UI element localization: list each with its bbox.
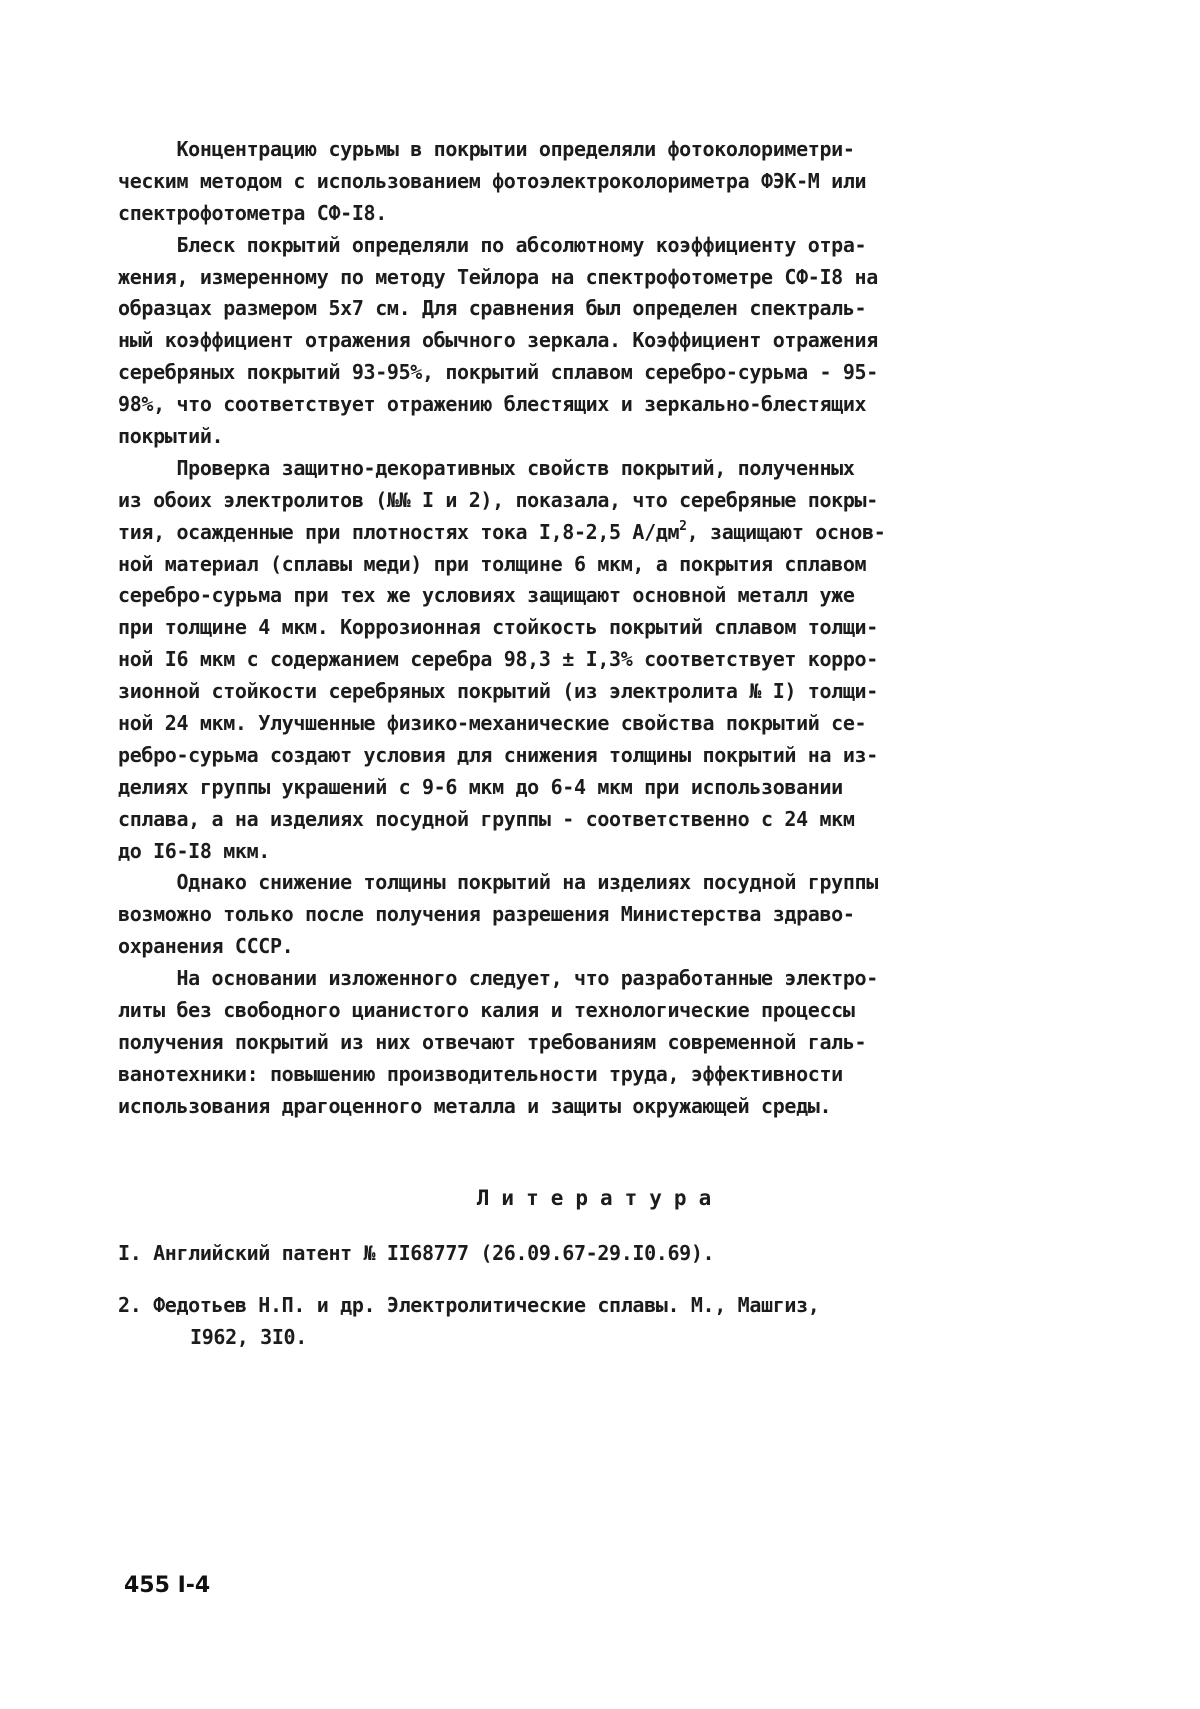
text-line: образцах размером 5х7 см. Для сравнения был определен спектраль- bbox=[118, 296, 867, 321]
text-line: ванотехники: повышению производительности труда, эффективности bbox=[118, 1061, 843, 1086]
literature-heading: Литература bbox=[476, 1186, 724, 1210]
text-line: зионной стойкости серебряных покрытий (из электролита № I) толщи- bbox=[118, 679, 878, 704]
text-line: Проверка защитно-декоративных свойств покрытий, полученных bbox=[118, 455, 855, 480]
reference-item: 2. Федотьев Н.П. и др. Электролитические сплавы. М., Машгиз, bbox=[118, 1293, 820, 1317]
text-line: ный коэффициент отражения обычного зеркала. Коэффициент отражения bbox=[118, 328, 878, 353]
text-segment: , защищают основ- bbox=[686, 519, 886, 544]
text-line: Концентрацию сурьмы в покрытии определяли фотоколориметри- bbox=[118, 137, 855, 161]
body-text bbox=[118, 134, 1018, 1123]
page-footer-number: 455 I-4 bbox=[124, 1573, 211, 1598]
text-line: получения покрытий из них отвечают требованиям современной галь- bbox=[118, 1029, 867, 1054]
text-line: при толщине 4 мкм. Коррозионная стойкость покрытий сплавом толщи- bbox=[118, 615, 878, 640]
text-line: ребро-сурьма создают условия для снижения толщины покрытий на из- bbox=[118, 742, 878, 767]
text-line: ной материал (сплавы меди) при толщине 6 мкм, а покрытия сплавом bbox=[118, 551, 867, 576]
reference-item: I. Английский патент № II68777 (26.09.67-29.I0.69). bbox=[118, 1241, 715, 1265]
text-line: серебро-сурьма при тех же условиях защищают основной металл уже bbox=[118, 583, 855, 608]
text-line: покрытий. bbox=[118, 424, 224, 449]
text-line: использования драгоценного металла и защиты окружающей среды. bbox=[118, 1093, 832, 1118]
text-line: охранения СССР. bbox=[118, 934, 294, 959]
text-line: ческим методом с использованием фотоэлектроколориметра ФЭК-М или bbox=[118, 168, 867, 193]
text-line: до I6-I8 мкм. bbox=[118, 838, 270, 863]
text-line: ной 24 мкм. Улучшенные физико-механические свойства покрытий се- bbox=[118, 711, 867, 736]
text-line: делиях группы украшений с 9-6 мкм до 6-4 мкм при использовании bbox=[118, 774, 843, 799]
text-line: литы без свободного цианистого калия и технологические процессы bbox=[118, 998, 855, 1023]
text-line: возможно только после получения разрешения Министерства здраво- bbox=[118, 902, 855, 927]
text-line: жения, измеренному по методу Тейлора на спектрофотометре СФ-I8 на bbox=[118, 264, 878, 289]
reference-item-continuation: I962, 3I0. bbox=[190, 1325, 307, 1349]
text-segment: тия, осажденные при плотностях тока I,8-2,5 А/дм bbox=[118, 519, 680, 544]
text-line: 98%, что соответствует отражению блестящих и зеркально-блестящих bbox=[118, 392, 867, 417]
text-line: спектрофотометра СФ-I8. bbox=[118, 200, 387, 225]
text-line: серебряных покрытий 93-95%, покрытий сплавом серебро-сурьма - 95- bbox=[118, 360, 878, 385]
text-line-with-superscript bbox=[118, 517, 1018, 549]
text-line: На основании изложенного следует, что разработанные электро- bbox=[118, 966, 878, 991]
text-line: из обоих электролитов (№№ I и 2), показала, что серебряные покры- bbox=[118, 487, 878, 512]
superscript-exponent: 2 bbox=[679, 518, 687, 534]
text-line: Блеск покрытий определяли по абсолютному коэффициенту отра- bbox=[118, 232, 867, 257]
text-line: Однако снижение толщины покрытий на изделиях посудной группы bbox=[118, 870, 878, 895]
text-line: ной I6 мкм с содержанием серебра 98,3 ± I,3% соответствует корро- bbox=[118, 647, 878, 672]
text-line: сплава, а на изделиях посудной группы - соответственно с 24 мкм bbox=[118, 806, 855, 831]
